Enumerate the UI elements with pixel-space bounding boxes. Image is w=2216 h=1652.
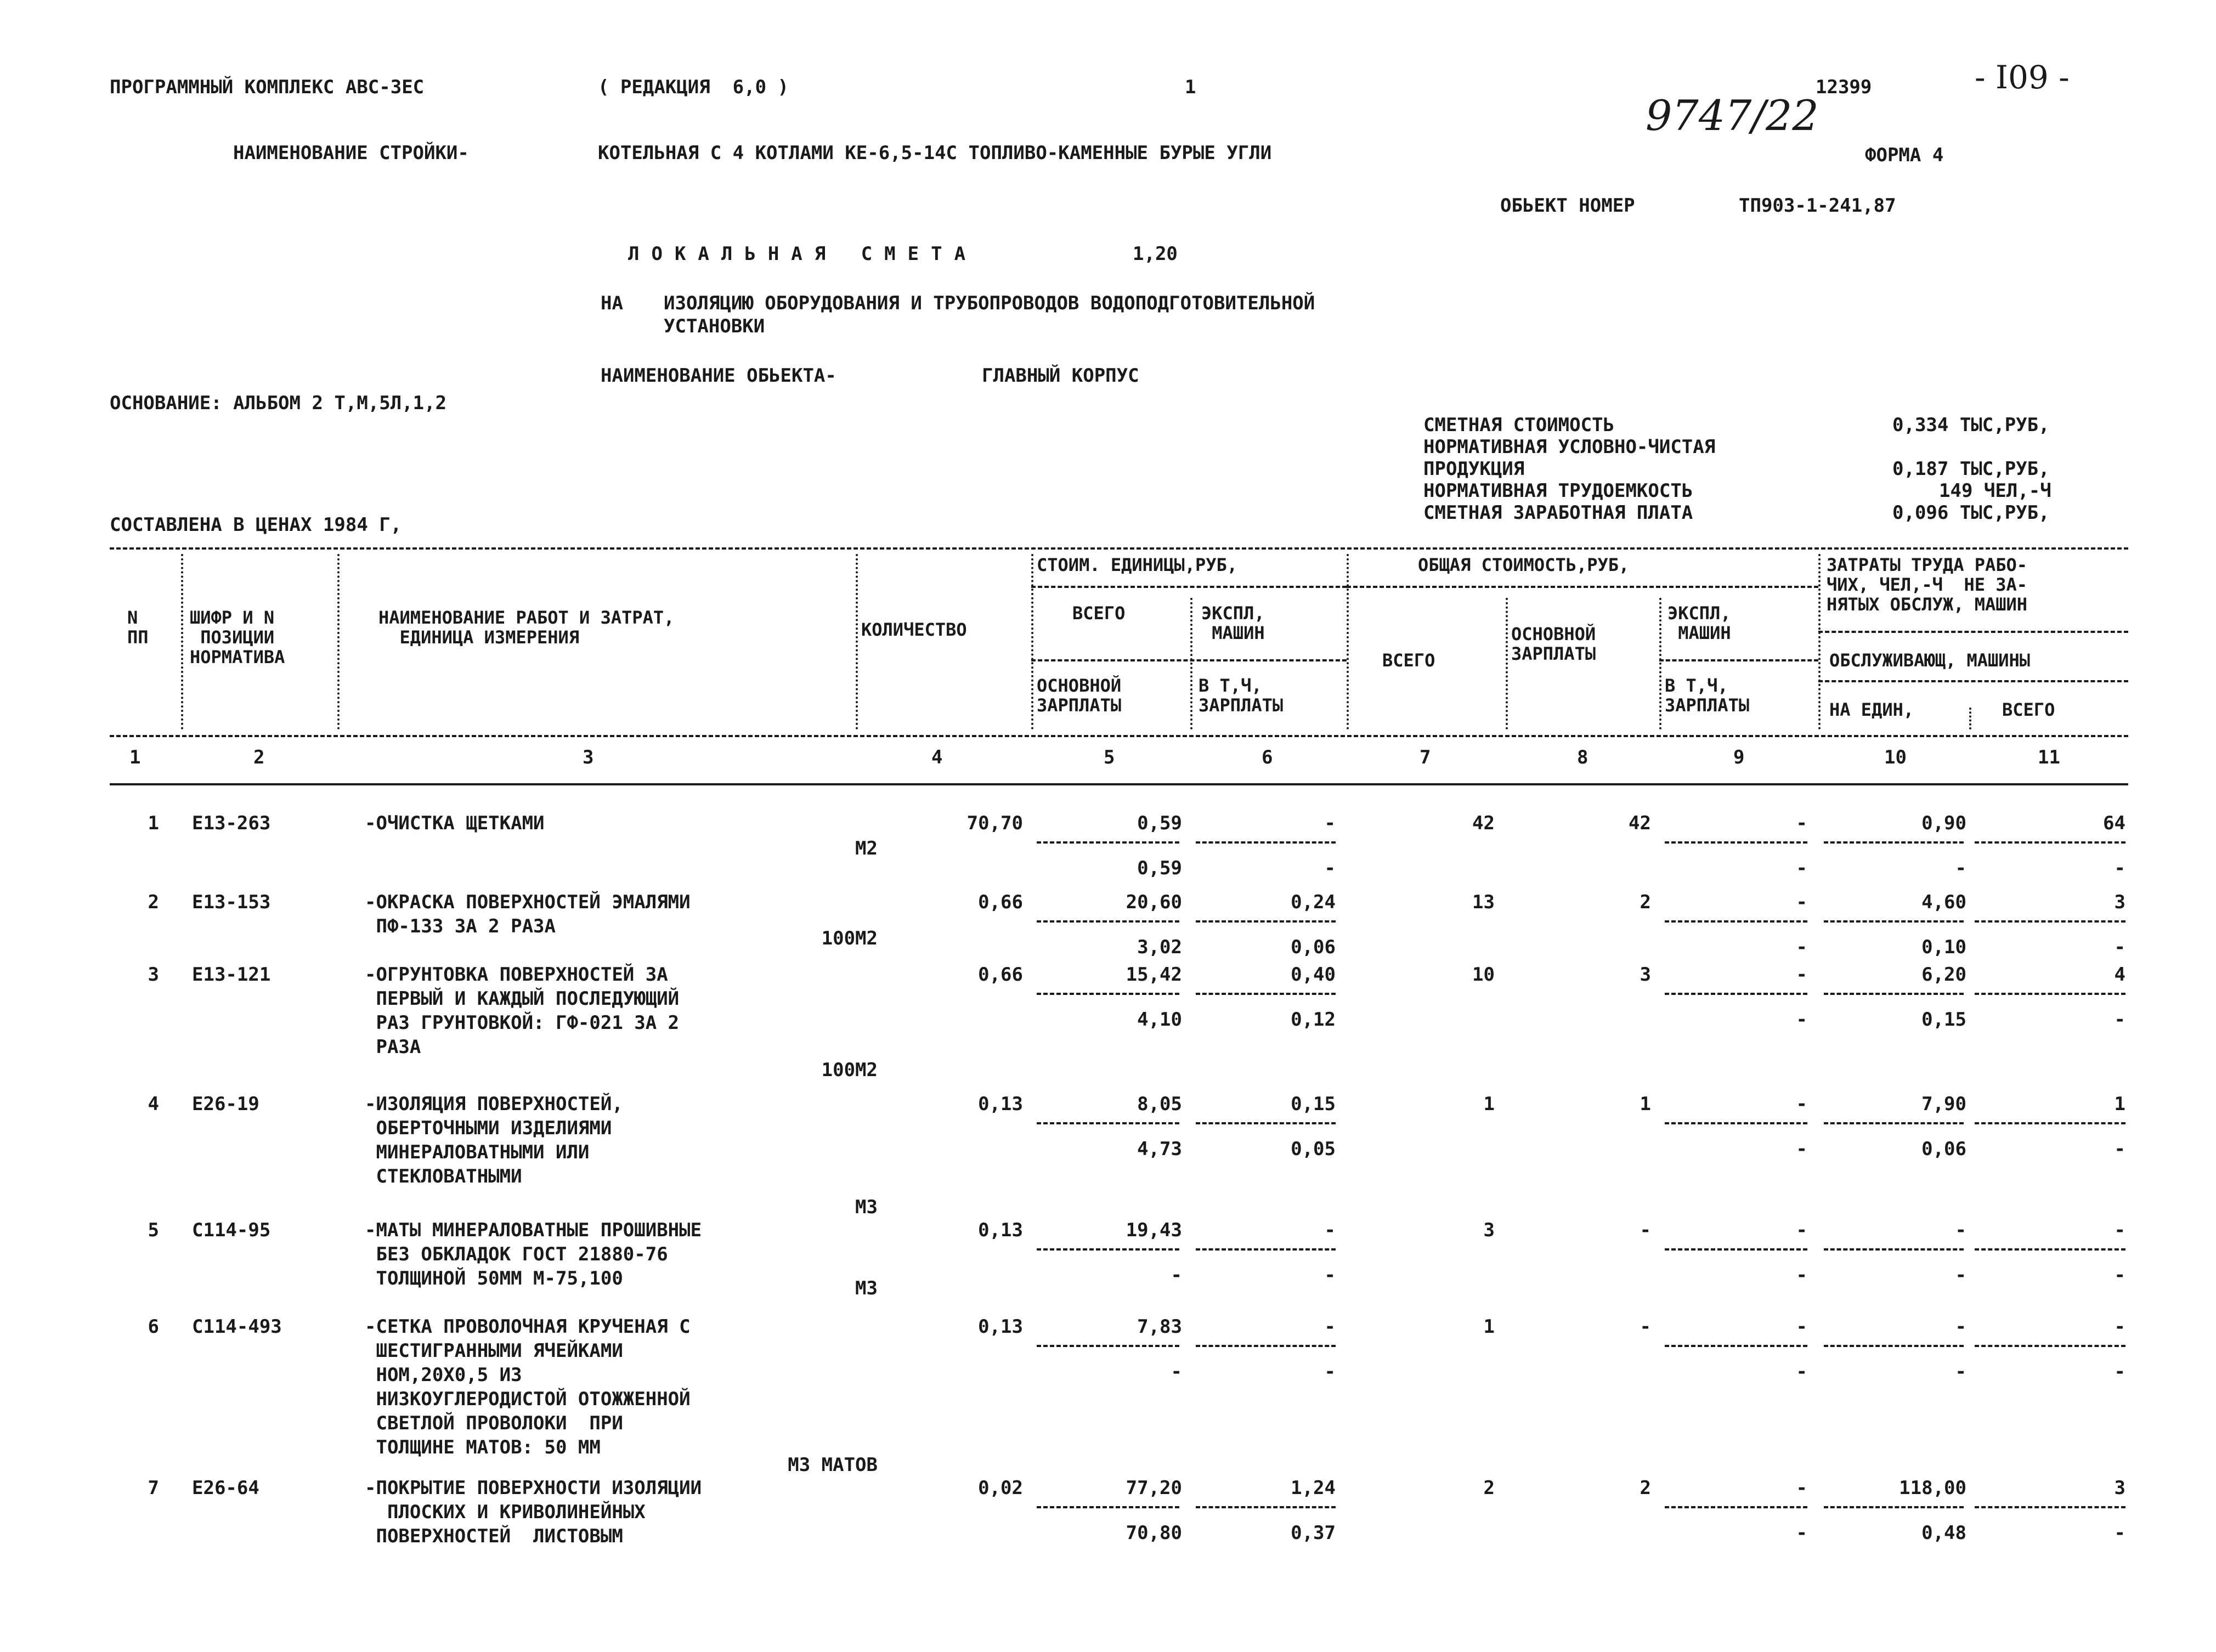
cell-divider xyxy=(1824,1122,1964,1124)
basis: ОСНОВАНИЕ: АЛЬБОМ 2 Т,М,5Л,1,2 xyxy=(110,392,447,414)
column-number: 4 xyxy=(931,746,943,768)
header-separator xyxy=(1659,598,1661,729)
summary-label: НОРМАТИВНАЯ ТРУДОЕМКОСТЬ xyxy=(1423,480,1693,502)
cell-divider xyxy=(1665,1345,1807,1347)
labor-service-unit: - xyxy=(1955,1361,1966,1383)
labor-per-unit: 4,60 xyxy=(1921,891,1966,913)
labor-service-unit: - xyxy=(1955,857,1966,879)
row-quantity: 0,02 xyxy=(978,1477,1023,1499)
column-number: 7 xyxy=(1420,746,1431,768)
cell-divider xyxy=(1665,841,1807,844)
total-machines: - xyxy=(1796,1477,1807,1499)
col-header-total-base-wage: ОСНОВНОЙ ЗАРПЛАТЫ xyxy=(1511,624,1596,664)
cell-divider xyxy=(1037,1122,1179,1124)
cell-divider xyxy=(1196,1122,1336,1124)
labor-service-unit: 0,10 xyxy=(1921,936,1966,958)
total-machines: - xyxy=(1796,891,1807,913)
unit-cost-total: 7,83 xyxy=(1137,1316,1182,1338)
row-name-line: -ОЧИСТКА ЩЕТКАМИ xyxy=(365,812,545,834)
labor-service-total: - xyxy=(2114,936,2125,958)
row-name-line: -МАТЫ МИНЕРАЛОВАТНЫЕ ПРОШИВНЫЕ xyxy=(365,1219,702,1241)
row-number: 2 xyxy=(148,891,159,913)
labor-total: 64 xyxy=(2103,812,2125,834)
row-unit: М3 МАТОВ xyxy=(788,1454,878,1476)
row-name-line: БЕЗ ОБКЛАДОК ГОСТ 21880-76 xyxy=(365,1243,668,1265)
row-code: Е26-64 xyxy=(192,1477,259,1499)
total-base-wage: 1 xyxy=(1640,1093,1651,1115)
unit-incl-wage: 0,06 xyxy=(1291,936,1336,958)
column-number: 10 xyxy=(1884,746,1907,768)
labor-total: - xyxy=(2114,1316,2125,1338)
col-header-total-machines: ЭКСПЛ, МАШИН xyxy=(1667,603,1731,643)
cell-divider xyxy=(1037,1345,1179,1347)
cell-divider xyxy=(1824,1506,1964,1508)
column-number: 2 xyxy=(253,746,265,768)
cell-divider xyxy=(1196,841,1336,844)
object-name: ГЛАВНЫЙ КОРПУС xyxy=(982,365,1139,387)
row-number: 6 xyxy=(148,1316,159,1338)
cell-divider xyxy=(1196,993,1336,995)
unit-base-wage: 4,73 xyxy=(1137,1138,1182,1160)
summary-label: ПРОДУКЦИЯ xyxy=(1423,458,1525,480)
row-quantity: 0,66 xyxy=(978,891,1023,913)
unit-incl-wage: 0,37 xyxy=(1291,1522,1336,1544)
labor-total: 3 xyxy=(2114,1477,2125,1499)
row-name-line: СВЕТЛОЙ ПРОВОЛОКИ ПРИ xyxy=(365,1412,623,1434)
document-code: 12399 xyxy=(1816,76,1872,98)
cell-divider xyxy=(1824,841,1964,844)
edition: ( РЕДАКЦИЯ 6,0 ) xyxy=(598,76,789,98)
unit-cost-total: 77,20 xyxy=(1126,1477,1182,1499)
col-header-total-incl-wage: В Т,Ч, ЗАРПЛАТЫ xyxy=(1665,675,1750,716)
cell-divider xyxy=(1037,993,1179,995)
col-header-unit-base-wage: ОСНОВНОЙ ЗАРПЛАТЫ xyxy=(1037,675,1122,716)
cell-divider xyxy=(1037,1506,1179,1508)
row-quantity: 70,70 xyxy=(966,812,1023,834)
cell-divider xyxy=(1037,920,1179,923)
unit-cost-machines: - xyxy=(1324,1219,1336,1241)
unit-cost-machines: 0,24 xyxy=(1291,891,1336,913)
header-separator xyxy=(181,554,183,729)
summary-value: 149 ЧЕЛ,-Ч xyxy=(1939,480,2051,502)
header-bottom-rule xyxy=(110,735,2128,737)
unit-incl-wage: 0,05 xyxy=(1291,1138,1336,1160)
labor-service-total: - xyxy=(2114,1009,2125,1031)
row-name-line: ШЕСТИГРАННЫМИ ЯЧЕЙКАМИ xyxy=(365,1340,623,1362)
column-number: 6 xyxy=(1262,746,1273,768)
summary-label: СМЕТНАЯ ЗАРАБОТНАЯ ПЛАТА xyxy=(1423,502,1693,524)
unit-cost-total: 15,42 xyxy=(1126,964,1182,986)
header-rule xyxy=(1031,659,1347,661)
unit-base-wage: 0,59 xyxy=(1137,857,1182,879)
unit-base-wage: 70,80 xyxy=(1126,1522,1182,1544)
total-incl-wage: - xyxy=(1796,936,1807,958)
unit-base-wage: 4,10 xyxy=(1137,1009,1182,1031)
cell-divider xyxy=(1196,1345,1336,1347)
col-header-total-cost: ОБЩАЯ СТОИМОСТЬ,РУБ, xyxy=(1418,555,1630,575)
row-code: Е13-263 xyxy=(192,812,271,834)
row-name-line: ТОЛЩИНЕ МАТОВ: 50 ММ xyxy=(365,1436,601,1458)
unit-base-wage: - xyxy=(1171,1361,1182,1383)
document-title: ЛОКАЛЬНАЯ СМЕТА xyxy=(628,243,978,265)
unit-cost-total: 0,59 xyxy=(1137,812,1182,834)
handwritten-note: 9747/22 xyxy=(1646,91,1819,140)
cell-divider xyxy=(1975,1248,2125,1251)
form-label: ФОРМА 4 xyxy=(1865,144,1944,166)
row-unit: М2 xyxy=(855,838,878,859)
summary-value: 0,096 ТЫС,РУБ, xyxy=(1892,502,2050,524)
labor-service-total: - xyxy=(2114,1522,2125,1544)
total-base-wage: - xyxy=(1640,1219,1651,1241)
unit-cost-machines: 0,15 xyxy=(1291,1093,1336,1115)
total-machines: - xyxy=(1796,1316,1807,1338)
cell-divider xyxy=(1196,1248,1336,1251)
row-name-line: ПФ-133 ЗА 2 РАЗА xyxy=(365,915,556,937)
col-header-unit-incl-wage: В Т,Ч, ЗАРПЛАТЫ xyxy=(1199,675,1284,716)
col-header-unit-cost: СТОИМ. ЕДИНИЦЫ,РУБ, xyxy=(1037,555,1238,575)
unit-cost-machines: 0,40 xyxy=(1291,964,1336,986)
row-name-line: РАЗ ГРУНТОВКОЙ: ГФ-021 ЗА 2 xyxy=(365,1012,680,1034)
construction-label: НАИМЕНОВАНИЕ СТРОЙКИ- xyxy=(233,142,469,164)
unit-cost-machines: - xyxy=(1324,1316,1336,1338)
total-incl-wage: - xyxy=(1796,1522,1807,1544)
summary-value: 0,187 ТЫС,РУБ, xyxy=(1892,458,2050,480)
cell-divider xyxy=(1665,1122,1807,1124)
column-number: 1 xyxy=(129,746,141,768)
row-code: Е13-121 xyxy=(192,964,271,986)
column-number: 5 xyxy=(1104,746,1115,768)
row-name-line: -ОКРАСКА ПОВЕРХНОСТЕЙ ЭМАЛЯМИ xyxy=(365,891,691,913)
cell-divider xyxy=(1665,1506,1807,1508)
header-separator xyxy=(337,554,340,729)
total-cost: 13 xyxy=(1472,891,1495,913)
total-incl-wage: - xyxy=(1796,1264,1807,1286)
unit-base-wage: 3,02 xyxy=(1137,936,1182,958)
column-number: 3 xyxy=(583,746,594,768)
row-quantity: 0,13 xyxy=(978,1219,1023,1241)
unit-cost-machines: - xyxy=(1324,812,1336,834)
total-cost: 2 xyxy=(1483,1477,1495,1499)
cell-divider xyxy=(1665,993,1807,995)
row-name-line: НОМ,20Х0,5 ИЗ xyxy=(365,1364,522,1386)
header-separator xyxy=(1347,554,1349,729)
col-header-total-all: ВСЕГО xyxy=(1382,650,1435,671)
cell-divider xyxy=(1037,841,1179,844)
cell-divider xyxy=(1196,920,1336,923)
row-name-line: -ИЗОЛЯЦИЯ ПОВЕРХНОСТЕЙ, xyxy=(365,1093,623,1115)
unit-cost-total: 8,05 xyxy=(1137,1093,1182,1115)
sheet-number: 1 xyxy=(1185,76,1196,98)
labor-service-total: - xyxy=(2114,1138,2125,1160)
unit-cost-total: 20,60 xyxy=(1126,891,1182,913)
cell-divider xyxy=(1037,1248,1179,1251)
row-name-line: ПЛОСКИХ И КРИВОЛИНЕЙНЫХ xyxy=(365,1501,646,1523)
labor-service-total: - xyxy=(2114,857,2125,879)
labor-per-unit: 6,20 xyxy=(1921,964,1966,986)
object-number: ТП903-1-241,87 xyxy=(1739,195,1896,217)
object-name-label: НАИМЕНОВАНИЕ ОБЬЕКТА- xyxy=(601,365,836,387)
construction-name: КОТЕЛЬНАЯ С 4 КОТЛАМИ КЕ-6,5-14С ТОПЛИВО-КАМЕННЫЕ БУРЫЕ УГЛИ xyxy=(598,142,1272,164)
total-base-wage: 2 xyxy=(1640,891,1651,913)
row-unit: 100М2 xyxy=(821,1059,878,1081)
header-separator xyxy=(1818,554,1821,729)
col-header-labor-unit: НА ЕДИН, xyxy=(1829,699,1914,720)
unit-incl-wage: 0,12 xyxy=(1291,1009,1336,1031)
row-number: 3 xyxy=(148,964,159,986)
row-number: 1 xyxy=(148,812,159,834)
cell-divider xyxy=(1665,920,1807,923)
header-separator xyxy=(1969,708,1971,729)
row-name-line: ОБЕРТОЧНЫМИ ИЗДЕЛИЯМИ xyxy=(365,1117,612,1139)
row-name-line: МИНЕРАЛОВАТНЫМИ ИЛИ xyxy=(365,1141,590,1163)
col-header-labor-total: ВСЕГО xyxy=(2002,699,2055,720)
row-quantity: 0,66 xyxy=(978,964,1023,986)
unit-incl-wage: - xyxy=(1324,857,1336,879)
labor-service-unit: 0,15 xyxy=(1921,1009,1966,1031)
labor-service-total: - xyxy=(2114,1361,2125,1383)
column-number: 11 xyxy=(2038,746,2060,768)
header-rule xyxy=(1347,586,1818,588)
table-top-rule xyxy=(110,547,2128,550)
subject-prefix: НА xyxy=(601,292,623,314)
header-rule xyxy=(1659,659,1818,661)
total-cost: 1 xyxy=(1483,1316,1495,1338)
row-name-line: ПОВЕРХНОСТЕЙ ЛИСТОВЫМ xyxy=(365,1525,623,1547)
cell-divider xyxy=(1975,993,2125,995)
col-header-quantity: КОЛИЧЕСТВО xyxy=(861,619,967,640)
cell-divider xyxy=(1824,920,1964,923)
labor-service-unit: - xyxy=(1955,1264,1966,1286)
subject-line-1: ИЗОЛЯЦИЮ ОБОРУДОВАНИЯ И ТРУБОПРОВОДОВ ВОДОПОДГОТОВИТЕЛЬНОЙ xyxy=(664,292,1315,314)
summary-value: 0,334 ТЫС,РУБ, xyxy=(1892,414,2050,436)
unit-cost-total: 19,43 xyxy=(1126,1219,1182,1241)
subject-line-2: УСТАНОВКИ xyxy=(664,315,765,337)
col-header-unit-machines: ЭКСПЛ, МАШИН xyxy=(1201,603,1265,643)
row-name-line: НИЗКОУГЛЕРОДИСТОЙ ОТОЖЖЕННОЙ xyxy=(365,1388,691,1410)
total-incl-wage: - xyxy=(1796,1009,1807,1031)
total-machines: - xyxy=(1796,1219,1807,1241)
total-machines: - xyxy=(1796,964,1807,986)
total-base-wage: 42 xyxy=(1629,812,1651,834)
header-separator xyxy=(1190,598,1192,729)
total-cost: 10 xyxy=(1472,964,1495,986)
labor-per-unit: - xyxy=(1955,1219,1966,1241)
labor-total: 3 xyxy=(2114,891,2125,913)
header-rule xyxy=(1818,680,2128,682)
row-name-line: -СЕТКА ПРОВОЛОЧНАЯ КРУЧЕНАЯ С xyxy=(365,1316,691,1338)
cell-divider xyxy=(1665,1248,1807,1251)
header-separator xyxy=(1031,554,1033,729)
total-machines: - xyxy=(1796,1093,1807,1115)
total-incl-wage: - xyxy=(1796,1361,1807,1383)
row-code: Е26-19 xyxy=(192,1093,259,1115)
prices-basis: СОСТАВЛЕНА В ЦЕНАХ 1984 Г, xyxy=(110,514,402,536)
row-name-line: -ПОКРЫТИЕ ПОВЕРХНОСТИ ИЗОЛЯЦИИ xyxy=(365,1477,702,1499)
header-rule xyxy=(1818,631,2128,633)
col-header-labor: ЗАТРАТЫ ТРУДА РАБО- ЧИХ, ЧЕЛ,-Ч НЕ ЗА- НЯТЫХ ОБСЛУЖ, МАШИН xyxy=(1827,555,2028,615)
cell-divider xyxy=(1975,1122,2125,1124)
page-number: - I09 - xyxy=(1975,59,2070,96)
labor-service-unit: 0,48 xyxy=(1921,1522,1966,1544)
col-header-name: НАИМЕНОВАНИЕ РАБОТ И ЗАТРАТ, ЕДИНИЦА ИЗМЕРЕНИЯ xyxy=(378,607,675,648)
labor-service-unit: 0,06 xyxy=(1921,1138,1966,1160)
object-number-label: ОБЬЕКТ НОМЕР xyxy=(1500,195,1635,217)
total-cost: 1 xyxy=(1483,1093,1495,1115)
labor-per-unit: - xyxy=(1955,1316,1966,1338)
cell-divider xyxy=(1196,1506,1336,1508)
header-rule xyxy=(1031,586,1347,588)
cell-divider xyxy=(1824,1345,1964,1347)
row-code: С114-95 xyxy=(192,1219,271,1241)
row-unit: 100М2 xyxy=(821,927,878,949)
summary-label: СМЕТНАЯ СТОИМОСТЬ xyxy=(1423,414,1614,436)
unit-cost-machines: 1,24 xyxy=(1291,1477,1336,1499)
row-number: 5 xyxy=(148,1219,159,1241)
row-unit: М3 xyxy=(855,1196,878,1218)
row-name-line: СТЕКЛОВАТНЫМИ xyxy=(365,1166,522,1187)
document-number: 1,20 xyxy=(1133,243,1178,265)
row-code: С114-493 xyxy=(192,1316,282,1338)
row-number: 4 xyxy=(148,1093,159,1115)
labor-per-unit: 0,90 xyxy=(1921,812,1966,834)
labor-service-total: - xyxy=(2114,1264,2125,1286)
cell-divider xyxy=(1824,993,1964,995)
col-header-labor-service: ОБСЛУЖИВАЮЩ, МАШИНЫ xyxy=(1829,650,2031,671)
labor-total: - xyxy=(2114,1219,2125,1241)
row-name-line: ТОЛЩИНОЙ 50ММ М-75,100 xyxy=(365,1268,623,1289)
total-base-wage: - xyxy=(1640,1316,1651,1338)
program-name: ПРОГРАММНЫЙ КОМПЛЕКС АВС-3ЕС xyxy=(110,76,425,98)
row-name-line: -ОГРУНТОВКА ПОВЕРХНОСТЕЙ ЗА xyxy=(365,964,668,986)
total-cost: 3 xyxy=(1483,1219,1495,1241)
total-incl-wage: - xyxy=(1796,857,1807,879)
column-number-rule xyxy=(110,783,2128,785)
total-machines: - xyxy=(1796,812,1807,834)
cell-divider xyxy=(1824,1248,1964,1251)
summary-label: НОРМАТИВНАЯ УСЛОВНО-ЧИСТАЯ xyxy=(1423,436,1716,458)
total-base-wage: 2 xyxy=(1640,1477,1651,1499)
cell-divider xyxy=(1975,841,2125,844)
total-base-wage: 3 xyxy=(1640,964,1651,986)
unit-incl-wage: - xyxy=(1324,1361,1336,1383)
row-number: 7 xyxy=(148,1477,159,1499)
header-separator xyxy=(1506,598,1508,729)
header-separator xyxy=(856,554,858,729)
cell-divider xyxy=(1975,1345,2125,1347)
row-unit: М3 xyxy=(855,1277,878,1299)
row-name-line: ПЕРВЫЙ И КАЖДЫЙ ПОСЛЕДУЮЩИЙ xyxy=(365,988,680,1010)
total-cost: 42 xyxy=(1472,812,1495,834)
row-quantity: 0,13 xyxy=(978,1093,1023,1115)
labor-per-unit: 118,00 xyxy=(1899,1477,1966,1499)
total-incl-wage: - xyxy=(1796,1138,1807,1160)
labor-total: 1 xyxy=(2114,1093,2125,1115)
cell-divider xyxy=(1975,1506,2125,1508)
cell-divider xyxy=(1975,920,2125,923)
col-header-number: N ПП xyxy=(127,607,149,648)
col-header-code: ШИФР И N ПОЗИЦИИ НОРМАТИВА xyxy=(190,607,285,667)
labor-per-unit: 7,90 xyxy=(1921,1093,1966,1115)
unit-incl-wage: - xyxy=(1324,1264,1336,1286)
unit-base-wage: - xyxy=(1171,1264,1182,1286)
row-name-line: РАЗА xyxy=(365,1036,421,1058)
column-number: 9 xyxy=(1733,746,1745,768)
labor-total: 4 xyxy=(2114,964,2125,986)
row-quantity: 0,13 xyxy=(978,1316,1023,1338)
col-header-unit-total: ВСЕГО xyxy=(1072,603,1126,624)
column-number: 8 xyxy=(1577,746,1588,768)
row-code: Е13-153 xyxy=(192,891,271,913)
